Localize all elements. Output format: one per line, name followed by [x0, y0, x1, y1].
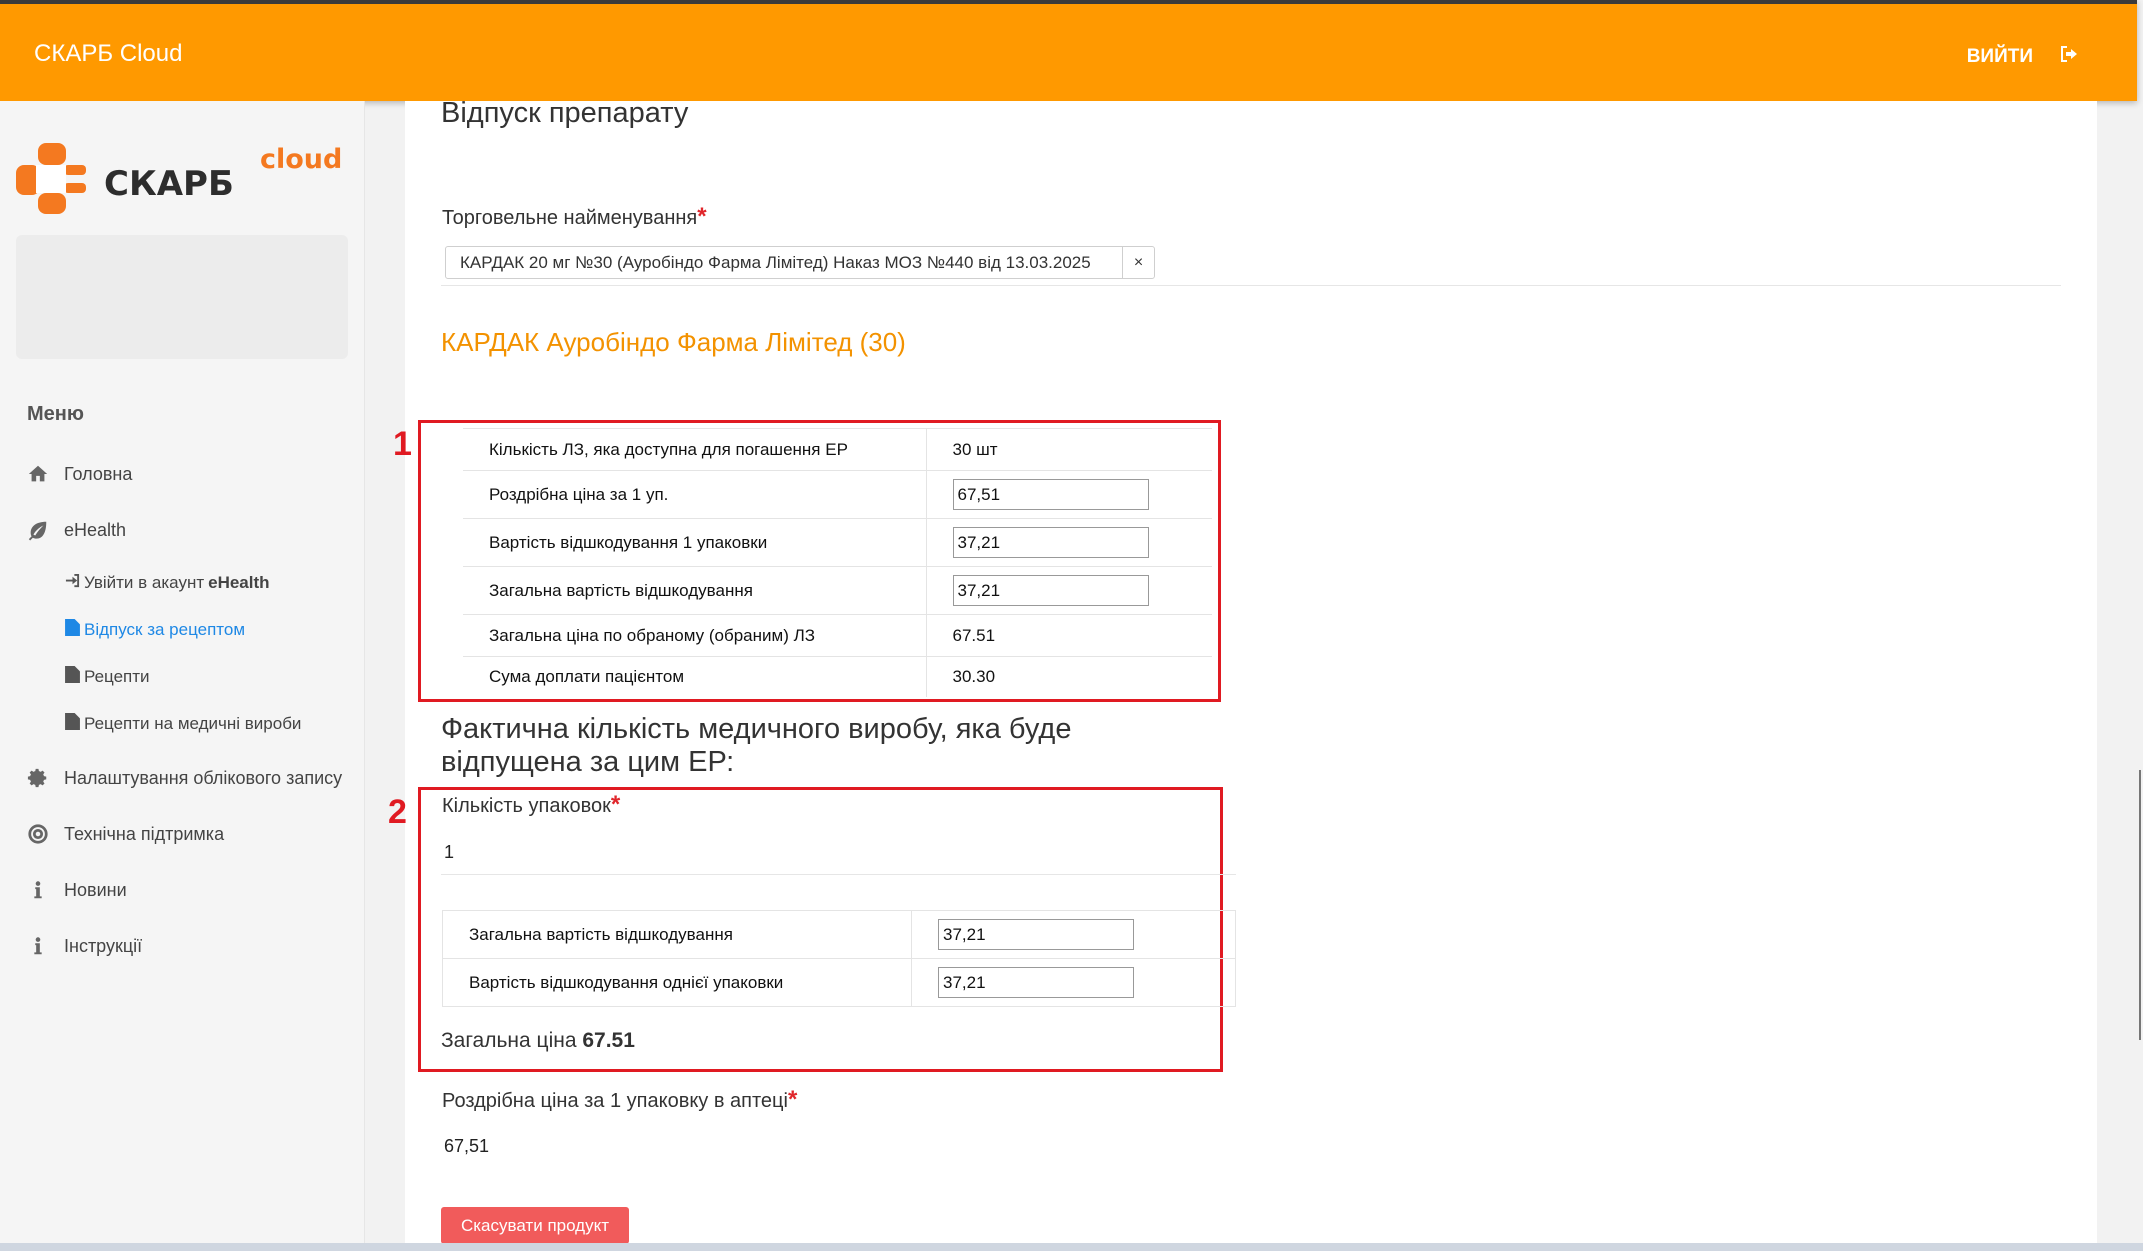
sidebar-item-label: Технічна підтримка: [64, 823, 225, 844]
table-row: [463, 567, 1212, 615]
row-label: Сума доплати пацієнтом: [463, 657, 926, 697]
actual-quantity-heading: Фактична кількість медичного виробу, яка буде відпущена за цим ЕР:: [441, 713, 1072, 778]
packages-label-text: Кількість упаковок: [442, 795, 611, 817]
main-content: [388, 97, 2097, 1244]
info-icon: [26, 934, 50, 958]
logout-button[interactable]: [1967, 42, 2081, 72]
sidebar-item-home[interactable]: [26, 462, 132, 486]
row-label: Вартість відшкодування 1 упаковки: [463, 519, 926, 567]
table-row: [443, 911, 1236, 959]
sidebar: [0, 101, 365, 1251]
row-label: Роздрібна ціна за 1 уп.: [463, 471, 926, 519]
lifebuoy-icon: [26, 822, 50, 846]
sign-in-icon: [65, 572, 80, 594]
reimbursement-table: [442, 910, 1236, 1007]
table-row: [463, 615, 1212, 657]
trade-name-selected-value: КАРДАК 20 мг №30 (Ауробіндо Фарма Лімітед) Наказ МОЗ №440 від 13.03.2025: [460, 252, 1091, 272]
app-brand[interactable]: СКАРБ Cloud: [34, 40, 183, 67]
home-icon: [26, 462, 50, 486]
drug-info-table: [463, 428, 1212, 697]
divider: [441, 874, 1236, 875]
retail-price-pharmacy-label: [442, 1086, 797, 1114]
row-value: 67.51: [926, 615, 1212, 657]
divider: [441, 285, 2061, 286]
sign-out-icon: [2057, 42, 2081, 72]
svg-text:СКАРБ: СКАРБ: [104, 164, 234, 204]
total-price: [441, 1029, 635, 1053]
row-value: 30 шт: [926, 429, 1212, 471]
sidebar-subitem-label: Рецепти на медичні вироби: [84, 714, 302, 733]
drug-title: КАРДАК Ауробіндо Фарма Лімітед (30): [441, 327, 906, 357]
row-label: Вартість відшкодування однієї упаковки: [443, 959, 912, 1007]
scrollbar[interactable]: [2139, 770, 2141, 1040]
sidebar-item-ehealth[interactable]: [26, 518, 126, 542]
row-label: Загальна ціна по обраному (обраним) ЛЗ: [463, 615, 926, 657]
skarb-cloud-logo[interactable]: [16, 141, 351, 216]
sidebar-item-label: Новини: [64, 879, 127, 900]
sidebar-subitem-prescriptions[interactable]: [65, 666, 150, 688]
top-navbar: [0, 0, 2137, 101]
row-label: Кількість ЛЗ, яка доступна для погашення ЕР: [463, 429, 926, 471]
sidebar-subitem-bold: eHealth: [208, 573, 270, 592]
sidebar-item-label: Налаштування облікового запису: [64, 767, 343, 788]
sidebar-subitem-dispense-by-prescription[interactable]: [65, 619, 245, 641]
sidebar-item-instructions[interactable]: [26, 934, 142, 958]
annotation-number-2: 2: [388, 793, 407, 831]
user-info-panel: [16, 235, 348, 359]
retail-price-pharmacy-label-text: Роздрібна ціна за 1 упаковку в аптеці: [442, 1090, 788, 1112]
sidebar-item-news[interactable]: [26, 878, 127, 902]
trade-name-select[interactable]: [445, 246, 1155, 279]
file-icon: [65, 619, 80, 641]
file-icon: [65, 666, 80, 688]
total-reimbursement-input[interactable]: [953, 575, 1149, 606]
table-row: [463, 471, 1212, 519]
table-row: [463, 657, 1212, 697]
sidebar-item-tech-support[interactable]: [26, 822, 224, 846]
total-price-label: Загальна ціна: [441, 1029, 583, 1052]
sidebar-subitem-login-ehealth[interactable]: [65, 572, 270, 594]
gear-icon: [26, 766, 50, 790]
packages-value[interactable]: 1: [444, 842, 455, 862]
sidebar-item-account-settings[interactable]: [26, 766, 342, 790]
cancel-product-button[interactable]: Скасувати продукт: [441, 1207, 629, 1244]
row-label: Загальна вартість відшкодування: [463, 567, 926, 615]
sidebar-subitem-label: Рецепти: [84, 667, 150, 686]
total-price-value: 67.51: [582, 1029, 635, 1052]
sidebar-item-label: Головна: [64, 463, 133, 484]
table-row: [463, 519, 1212, 567]
page-title: Відпуск препарату: [441, 97, 689, 129]
required-mark: *: [787, 1086, 798, 1113]
required-mark: *: [610, 791, 621, 818]
sidebar-subitem-label: Відпуск за рецептом: [84, 620, 246, 639]
info-icon: [26, 878, 50, 902]
leaf-icon: [26, 518, 50, 542]
logout-label: ВИЙТИ: [1966, 46, 2033, 67]
sidebar-item-label: eHealth: [64, 519, 127, 540]
window-bottom-edge: [0, 1243, 2143, 1251]
single-package-reimbursement-input[interactable]: [938, 967, 1134, 998]
svg-text:cloud: cloud: [260, 144, 343, 175]
file-icon: [65, 713, 80, 735]
table-row: [443, 959, 1236, 1007]
annotation-number-1: 1: [393, 425, 412, 463]
required-mark: *: [697, 203, 707, 230]
sidebar-item-label: Інструкції: [64, 935, 143, 956]
total-reimbursement-actual-input[interactable]: [938, 919, 1134, 950]
trade-name-label: [442, 203, 707, 231]
packages-label: [442, 791, 620, 819]
trade-name-label-text: Торговельне найменування: [442, 207, 698, 229]
sidebar-subitem-medical-device-prescriptions[interactable]: [65, 713, 301, 735]
retail-price-input[interactable]: [953, 479, 1149, 510]
sidebar-subitem-label: Увійти в акаунт: [84, 573, 205, 592]
package-reimbursement-input[interactable]: [953, 527, 1149, 558]
row-label: Загальна вартість відшкодування: [443, 911, 912, 959]
menu-title: Меню: [27, 403, 84, 425]
clear-selection-button[interactable]: ×: [1122, 247, 1154, 278]
row-value: 30.30: [926, 657, 1212, 697]
table-row: [463, 429, 1212, 471]
retail-price-pharmacy-value[interactable]: 67,51: [444, 1136, 490, 1156]
